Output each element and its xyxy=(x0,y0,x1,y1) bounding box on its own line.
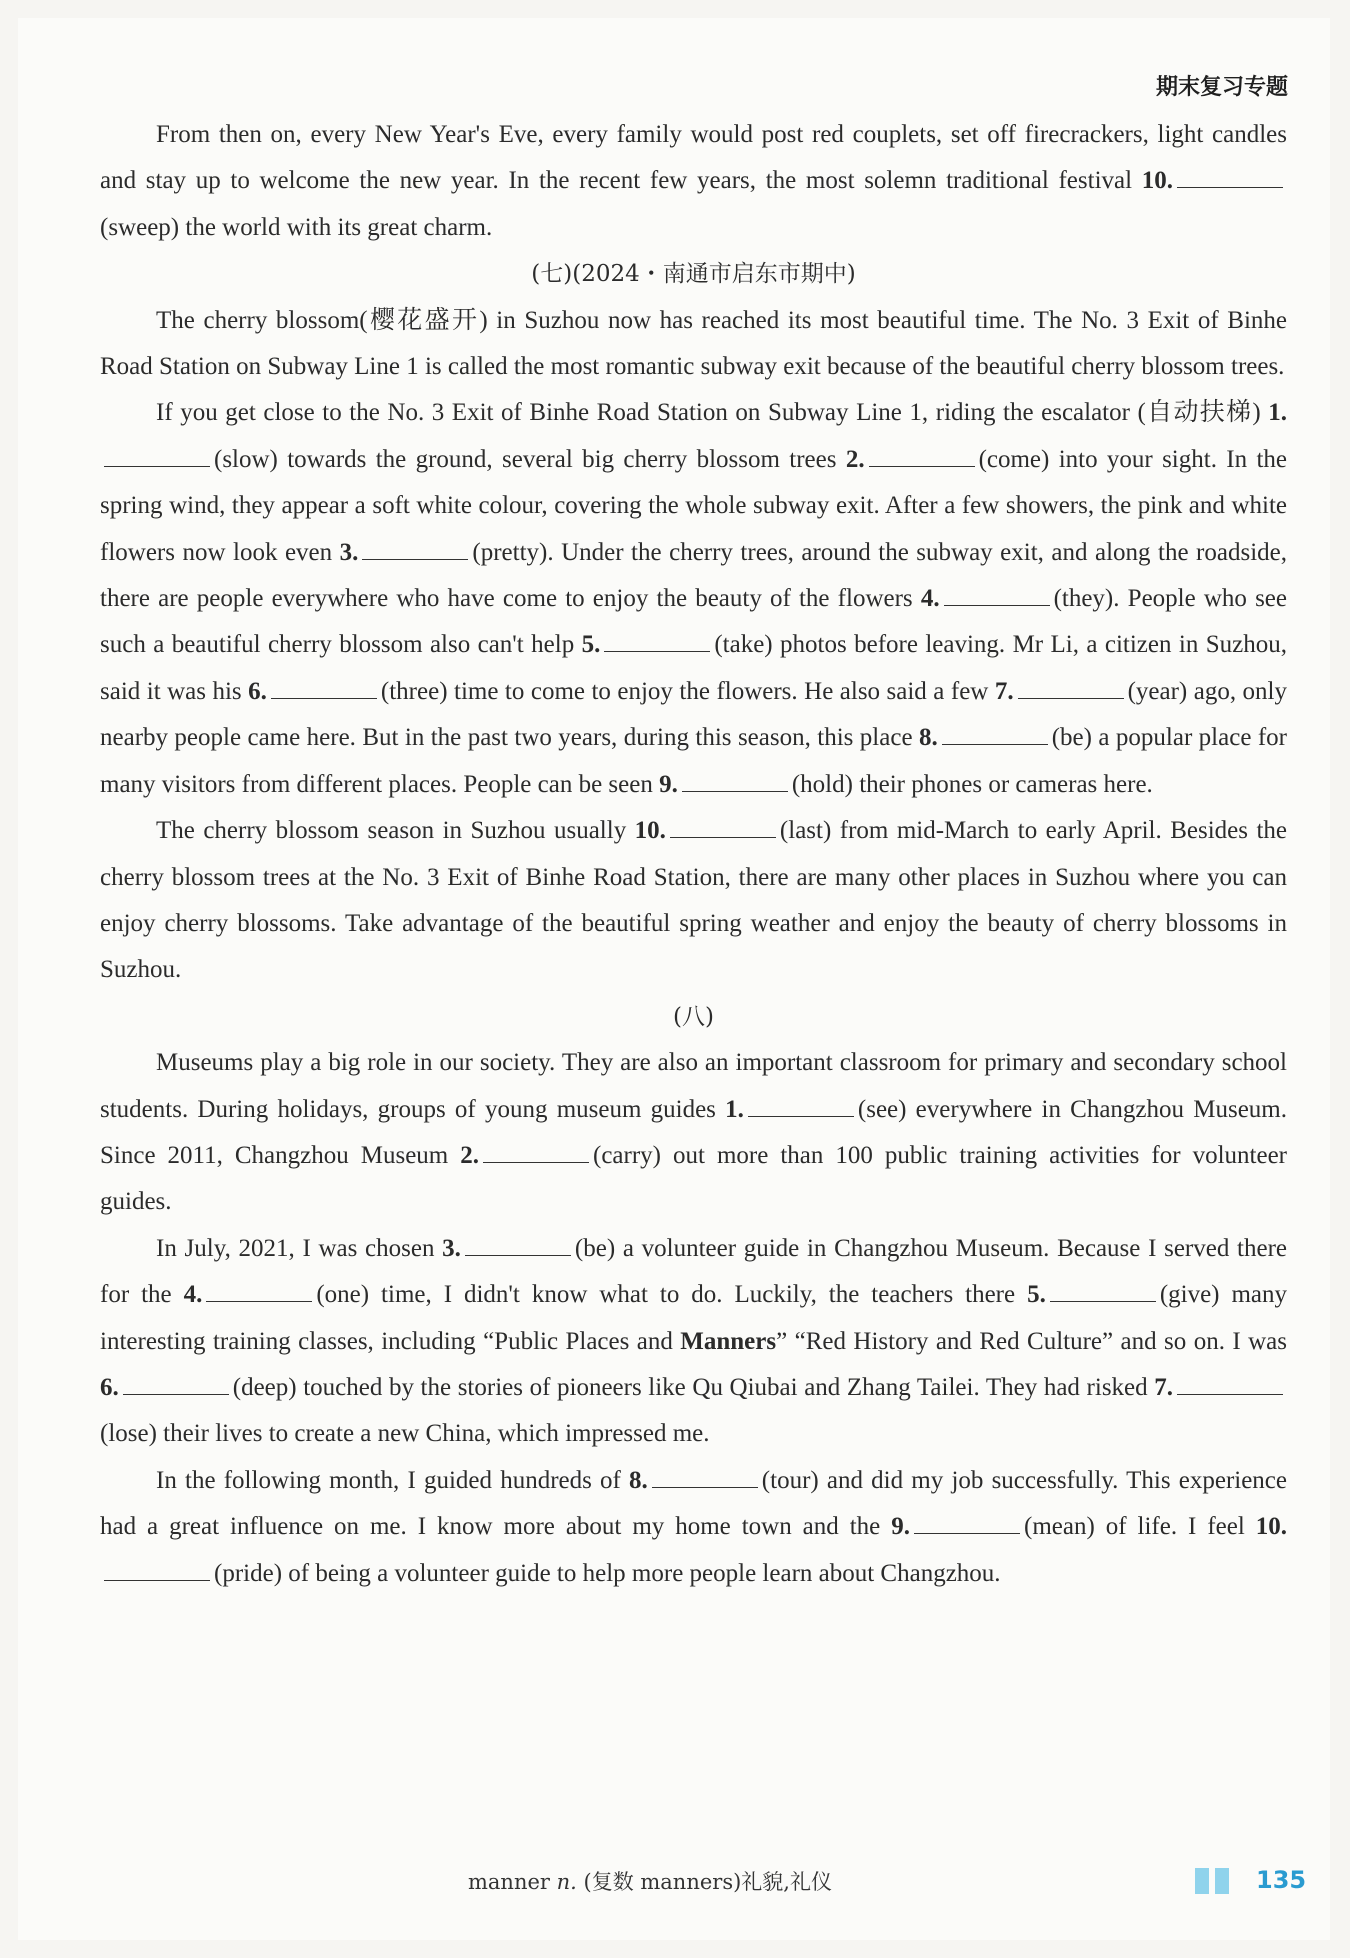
answer-blank[interactable] xyxy=(104,1560,210,1581)
answer-blank[interactable] xyxy=(914,1513,1020,1534)
text: (carry) out more than 100 public training activities for volunteer guides. xyxy=(100,1141,1287,1216)
text: (hold) their phones or cameras here. xyxy=(791,770,1153,798)
text: Museums play a big role in our society. They are also an important classroom for primary and secondary school students. During holidays, groups of young museum guides xyxy=(100,1049,1287,1123)
bold-word: Manners xyxy=(680,1327,777,1355)
paragraph-eight-3 xyxy=(100,1458,1287,1597)
paragraph-seven-3 xyxy=(100,808,1287,994)
blank-number: 2. xyxy=(460,1141,480,1169)
answer-blank[interactable] xyxy=(652,1467,758,1488)
blank-number: 8. xyxy=(918,724,938,752)
answer-blank[interactable] xyxy=(465,1235,571,1256)
answer-blank[interactable] xyxy=(483,1142,589,1163)
section-heading-eight: (八) xyxy=(673,1003,714,1030)
page-footer xyxy=(0,1862,1350,1902)
answer-blank[interactable] xyxy=(682,771,788,792)
blank-number: 6. xyxy=(100,1373,119,1401)
blank-number: 3. xyxy=(339,538,359,566)
marker-bar xyxy=(1215,1868,1229,1894)
text: (pretty). Under the cherry trees, around the subway exit, and along the roadside, there are people everywhere who have come to enjoy the beauty of the flowers xyxy=(100,538,1287,613)
text: (give) many interesting training classes, including “Public Places and xyxy=(100,1281,1287,1355)
note-part-of-speech: n. xyxy=(556,1870,577,1894)
text: (year) ago, only nearby people came here. But in the past two years, during this season, this place xyxy=(100,677,1288,752)
text: (sweep) the world with its great charm. xyxy=(100,213,493,241)
text: (be) a volunteer guide in Changzhou Museum. Because I served there for the xyxy=(100,1234,1287,1309)
paragraph-eight-2 xyxy=(100,1226,1287,1458)
page-marker-bars xyxy=(1195,1868,1235,1899)
answer-blank[interactable] xyxy=(604,631,710,652)
text: (be) a popular place for many visitors from different places. People can be seen xyxy=(100,724,1287,798)
paragraph-eight-1 xyxy=(100,1040,1287,1226)
answer-blank[interactable] xyxy=(944,585,1050,606)
text: (lose) their lives to create a new China, which impressed me. xyxy=(100,1420,710,1448)
answer-blank[interactable] xyxy=(271,678,377,699)
answer-blank[interactable] xyxy=(942,724,1048,745)
answer-blank[interactable] xyxy=(362,539,468,560)
blank-number: 10. xyxy=(1141,167,1173,195)
blank-number: 5. xyxy=(581,631,601,659)
answer-blank[interactable] xyxy=(206,1281,312,1302)
blank-number: 5. xyxy=(1027,1281,1046,1309)
blank-number: 1. xyxy=(725,1095,744,1123)
paragraph-seven-1: The cherry blossom(樱花盛开) in Suzhou now has reached its most beautiful time. The No. 3 Exit of Binhe Road Station on Subway Line 1 is called the most romantic subway exit because of the beautiful cherry blossom trees. xyxy=(100,306,1287,381)
answer-blank[interactable] xyxy=(670,817,776,838)
text: (one) time, I didn't know what to do. Luckily, the teachers there xyxy=(316,1281,1028,1309)
answer-blank[interactable] xyxy=(1177,1374,1283,1395)
note-word: manner xyxy=(468,1870,557,1894)
blank-number: 10. xyxy=(634,817,666,845)
blank-number: 8. xyxy=(629,1466,648,1494)
answer-blank[interactable] xyxy=(123,1374,229,1395)
text: (slow) towards the ground, several big cherry blossom trees xyxy=(214,445,846,473)
text: From then on, every New Year's Eve, every family would post red couplets, set off firecrackers, light candles and stay up to welcome the new year. In the recent few years, the most solemn traditional festival xyxy=(100,121,1287,195)
text: (they). People who see such a beautiful cherry blossom also can't help xyxy=(100,585,1287,659)
answer-blank[interactable] xyxy=(869,446,975,467)
blank-number: 9. xyxy=(659,770,678,798)
answer-blank[interactable] xyxy=(104,446,210,467)
marker-bar xyxy=(1195,1868,1209,1894)
blank-number: 9. xyxy=(891,1513,910,1541)
text: (mean) of life. I feel xyxy=(1024,1513,1256,1541)
text: ” “Red History and Red Culture” and so on. I was xyxy=(776,1327,1287,1355)
note-definition: (复数 manners)礼貌,礼仪 xyxy=(576,1870,832,1894)
text: In July, 2021, I was chosen xyxy=(156,1234,443,1262)
blank-number: 4. xyxy=(920,585,940,613)
text: (take) photos before leaving. Mr Li, a citizen in Suzhou, said it was his xyxy=(100,631,1287,705)
text: (pride) of being a volunteer guide to help more people learn about Changzhou. xyxy=(214,1559,1001,1587)
blank-number: 2. xyxy=(845,445,865,473)
blank-number: 1. xyxy=(1268,399,1287,427)
section-heading-seven: (七)(2024・南通市启东市期中) xyxy=(531,261,856,288)
page-number: 135 xyxy=(1256,1866,1307,1894)
paragraph-prev-end xyxy=(100,112,1287,251)
text: (tour) and did my job successfully. This experience had a great influence on me. I know more about my home town and the xyxy=(100,1466,1288,1541)
blank-number: 6. xyxy=(248,677,267,705)
text: (see) everywhere in Changzhou Museum. Since 2011, Changzhou Museum xyxy=(100,1095,1288,1169)
blank-number: 3. xyxy=(442,1234,461,1262)
blank-number: 7. xyxy=(1154,1373,1173,1401)
text: (three) time to come to enjoy the flowers. He also said a few xyxy=(380,677,995,705)
text: The cherry blossom season in Suzhou usually xyxy=(156,817,635,845)
blank-number: 4. xyxy=(183,1281,203,1309)
text: In the following month, I guided hundreds of xyxy=(156,1466,630,1494)
text: (come) into your sight. In the spring wind, they appear a soft white colour, covering the whole subway exit. After a few showers, the pink and white flowers now look even xyxy=(100,445,1287,566)
text: If you get close to the No. 3 Exit of Binhe Road Station on Subway Line 1, riding the escalator (自动扶梯) xyxy=(156,399,1269,427)
text: (deep) touched by the stories of pioneers like Qu Qiubai and Zhang Tailei. They had risked xyxy=(232,1373,1155,1401)
answer-blank[interactable] xyxy=(1018,678,1124,699)
answer-blank[interactable] xyxy=(1050,1281,1156,1302)
page-content xyxy=(100,112,1287,1597)
header-title: 期末复习专题 xyxy=(1155,75,1288,100)
text: (last) from mid-March to early April. Besides the cherry blossom trees at the No. 3 Exit of Binhe Road Station, there are many other places in Suzhou where you can enjoy cherry blossoms. Take advantage of the beautiful spring weather and enjoy the beauty of cherry blossoms in Suzhou. xyxy=(100,817,1288,984)
blank-number: 10. xyxy=(1255,1513,1288,1541)
answer-blank[interactable] xyxy=(1177,167,1283,188)
footer-vocab-note xyxy=(468,1866,832,1896)
blank-number: 7. xyxy=(994,677,1014,705)
answer-blank[interactable] xyxy=(748,1096,854,1117)
paragraph-seven-2 xyxy=(100,390,1287,808)
